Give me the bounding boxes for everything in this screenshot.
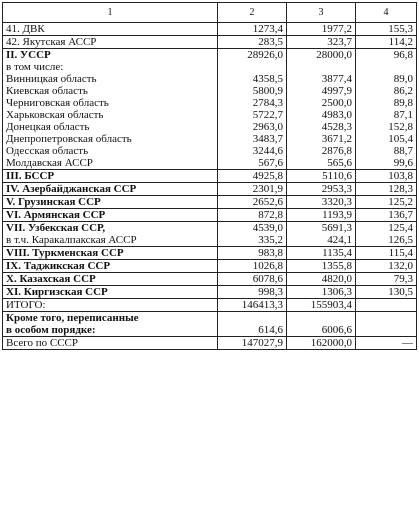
value-line: 2963,0 [252, 121, 283, 133]
value-line: 3671,2 [321, 133, 352, 145]
value-line: 5722,7 [252, 109, 283, 121]
value-line: 2953,3 [321, 183, 352, 195]
value-line: 115,4 [388, 247, 413, 259]
col-2-value-cell [218, 36, 287, 49]
col-2-value-cell [218, 222, 287, 247]
value-line [221, 61, 283, 73]
region-name-line: Киевская область [6, 85, 88, 97]
col-3-value-cell [287, 312, 356, 337]
col-2-value-cell [218, 49, 287, 170]
value-line: 155903,4 [310, 299, 352, 311]
col-4-value-cell [356, 196, 417, 209]
header-col-1: 1 [3, 3, 218, 23]
col-2-value-cell [218, 260, 287, 273]
value-line: 126,5 [388, 234, 413, 246]
region-name-cell [3, 247, 218, 260]
value-line: 132,0 [388, 260, 413, 272]
value-line: 872,8 [258, 209, 283, 221]
value-line: 1977,2 [321, 23, 352, 35]
value-line: 125,4 [388, 222, 413, 234]
region-name-line: Кроме того, переписанные [6, 312, 139, 324]
col-4-value-cell [356, 49, 417, 170]
value-line: 3320,3 [321, 196, 352, 208]
region-name-line: 42. Якутская АССР [6, 36, 97, 48]
col-3-value-cell [287, 183, 356, 196]
region-name-line: III. БССР [6, 170, 55, 182]
value-line: 1193,9 [322, 209, 352, 221]
value-line [290, 312, 352, 324]
region-name-cell [3, 36, 218, 49]
value-line: 4997,9 [321, 85, 352, 97]
region-name-line: Всего по СССР [6, 337, 78, 349]
value-line: 2500,0 [321, 97, 352, 109]
value-line: 6078,6 [252, 273, 283, 285]
table-row [3, 36, 417, 49]
region-name-cell [3, 222, 218, 247]
value-line: 6006,6 [321, 324, 352, 336]
value-line: 5691,3 [321, 222, 352, 234]
value-line: 2784,3 [252, 97, 283, 109]
value-line [359, 312, 413, 324]
value-line: 136,7 [388, 209, 413, 221]
col-2-value-cell [218, 299, 287, 312]
value-line: 3244,6 [252, 145, 283, 157]
region-name-line: V. Грузинская ССР [6, 196, 101, 208]
region-name-cell [3, 23, 218, 36]
region-name-cell [3, 260, 218, 273]
region-name-line: IX. Таджикская ССР [6, 260, 111, 272]
col-3-value-cell [287, 337, 356, 350]
table-row [3, 337, 417, 350]
value-line: 1306,3 [321, 286, 352, 298]
region-name-line: ИТОГО: [6, 299, 46, 311]
value-line: 1273,4 [252, 23, 283, 35]
col-3-value-cell [287, 196, 356, 209]
col-3-value-cell [287, 273, 356, 286]
col-3-value-cell [287, 209, 356, 222]
value-line: 567,6 [258, 157, 283, 169]
value-line: 147027,9 [241, 337, 283, 349]
value-line: 2876,8 [321, 145, 352, 157]
region-name-line: Винницкая область [6, 73, 97, 85]
value-line: 87,1 [393, 109, 413, 121]
region-name-line: VII. Узбекская ССР, [6, 222, 106, 234]
col-2-value-cell [218, 183, 287, 196]
value-line: 4983,0 [321, 109, 352, 121]
value-line: 79,3 [393, 273, 413, 285]
table-row [3, 273, 417, 286]
region-name-cell [3, 299, 218, 312]
region-name-line: XI. Киргизская ССР [6, 286, 108, 298]
col-4-value-cell [356, 183, 417, 196]
census-table [2, 2, 417, 350]
col-2-value-cell [218, 170, 287, 183]
table-row [3, 196, 417, 209]
col-3-value-cell [287, 23, 356, 36]
region-name-cell [3, 286, 218, 299]
col-3-value-cell [287, 49, 356, 170]
value-line: 130,5 [388, 286, 413, 298]
table-row [3, 286, 417, 299]
region-name-line: VIII. Туркменская ССР [6, 247, 124, 259]
value-line [359, 61, 413, 73]
value-line: 998,3 [258, 286, 283, 298]
value-line: 103,8 [388, 170, 413, 182]
col-4-value-cell [356, 222, 417, 247]
region-name-cell [3, 49, 218, 170]
header-col-2: 2 [218, 3, 287, 23]
value-line: 89,0 [393, 73, 413, 85]
col-2-value-cell [218, 196, 287, 209]
region-name-line: II. УССР [6, 49, 51, 61]
col-4-value-cell [356, 23, 417, 36]
region-name-line: Днепропетровская область [6, 133, 132, 145]
value-line: 128,3 [388, 183, 413, 195]
table-row [3, 247, 417, 260]
value-line: 4539,0 [252, 222, 283, 234]
value-line: 4528,3 [321, 121, 352, 133]
region-name-line: X. Казахская ССР [6, 273, 96, 285]
region-name-line: Одесская область [6, 145, 89, 157]
col-3-value-cell [287, 36, 356, 49]
col-4-value-cell [356, 209, 417, 222]
table-row [3, 299, 417, 312]
value-line: 99,6 [393, 157, 413, 169]
col-4-value-cell [356, 312, 417, 337]
region-name-line: Молдавская АССР [6, 157, 93, 169]
col-4-value-cell [356, 286, 417, 299]
value-line: 86,2 [393, 85, 413, 97]
value-line: 424,1 [327, 234, 352, 246]
table-row [3, 23, 417, 36]
region-name-cell [3, 196, 218, 209]
region-name-line: Донецкая область [6, 121, 90, 133]
value-line: 1026,8 [252, 260, 283, 272]
value-line: 3483,7 [252, 133, 283, 145]
value-line: 152,8 [388, 121, 413, 133]
table-row [3, 49, 417, 170]
value-line [221, 312, 283, 324]
col-3-value-cell [287, 170, 356, 183]
table-row [3, 170, 417, 183]
col-4-value-cell [356, 170, 417, 183]
table-row [3, 183, 417, 196]
value-line: 2652,6 [252, 196, 283, 208]
value-line: 146413,3 [241, 299, 283, 311]
value-line [290, 61, 352, 73]
table-row [3, 209, 417, 222]
value-line: 88,7 [393, 145, 413, 157]
value-line: 114,2 [388, 36, 413, 48]
header-col-4: 4 [356, 3, 417, 23]
value-line: 162000,0 [310, 337, 352, 349]
col-4-value-cell [356, 247, 417, 260]
value-line: 28926,0 [247, 49, 283, 61]
value-line: 283,5 [258, 36, 283, 48]
header-row [3, 3, 417, 23]
col-3-value-cell [287, 222, 356, 247]
value-line: 5110,6 [322, 170, 352, 182]
value-line: 89,8 [393, 97, 413, 109]
value-line: 3877,4 [321, 73, 352, 85]
value-line: 323,7 [327, 36, 352, 48]
col-2-value-cell [218, 247, 287, 260]
col-3-value-cell [287, 247, 356, 260]
value-line: 5800,9 [252, 85, 283, 97]
value-line: 4358,5 [252, 73, 283, 85]
col-3-value-cell [287, 299, 356, 312]
value-line: 983,8 [258, 247, 283, 259]
value-line: 96,8 [393, 49, 413, 61]
value-line: 2301,9 [252, 183, 283, 195]
region-name-line: Харьковская область [6, 109, 104, 121]
col-3-value-cell [287, 260, 356, 273]
value-line: 155,3 [388, 23, 413, 35]
col-4-value-cell [356, 299, 417, 312]
col-4-value-cell [356, 260, 417, 273]
region-name-line: VI. Армянская ССР [6, 209, 106, 221]
col-4-value-cell [356, 273, 417, 286]
col-4-value-cell [356, 337, 417, 350]
region-name-line: Черниговская область [6, 97, 109, 109]
col-2-value-cell [218, 23, 287, 36]
value-line: 335,2 [258, 234, 283, 246]
value-line: 614,6 [258, 324, 283, 336]
region-name-cell [3, 209, 218, 222]
region-name-line: в особом порядке: [6, 324, 96, 336]
value-line [359, 299, 413, 311]
region-name-cell [3, 337, 218, 350]
col-2-value-cell [218, 209, 287, 222]
col-4-value-cell [356, 36, 417, 49]
region-name-cell [3, 312, 218, 337]
value-line: 4820,0 [321, 273, 352, 285]
value-line [359, 324, 413, 336]
region-name-line: 41. ДВК [6, 23, 45, 35]
col-2-value-cell [218, 337, 287, 350]
table-body [3, 23, 417, 350]
region-name-line: в том числе: [6, 61, 64, 73]
value-line: 565,6 [327, 157, 352, 169]
value-line: 1355,8 [321, 260, 352, 272]
value-line: 105,4 [388, 133, 413, 145]
value-line: 28000,0 [316, 49, 352, 61]
region-name-cell [3, 273, 218, 286]
value-line: 125,2 [388, 196, 413, 208]
region-name-line: IV. Азербайджанская ССР [6, 183, 137, 195]
table-row [3, 260, 417, 273]
table-row [3, 312, 417, 337]
region-name-cell [3, 170, 218, 183]
value-line: 1135,4 [322, 247, 352, 259]
col-3-value-cell [287, 286, 356, 299]
region-name-line: в т.ч. Каракалпакская АССР [6, 234, 137, 246]
header-col-3: 3 [287, 3, 356, 23]
region-name-cell [3, 183, 218, 196]
table-row [3, 222, 417, 247]
value-line: — [402, 337, 413, 349]
value-line: 4925,8 [252, 170, 283, 182]
col-2-value-cell [218, 312, 287, 337]
col-2-value-cell [218, 286, 287, 299]
col-2-value-cell [218, 273, 287, 286]
